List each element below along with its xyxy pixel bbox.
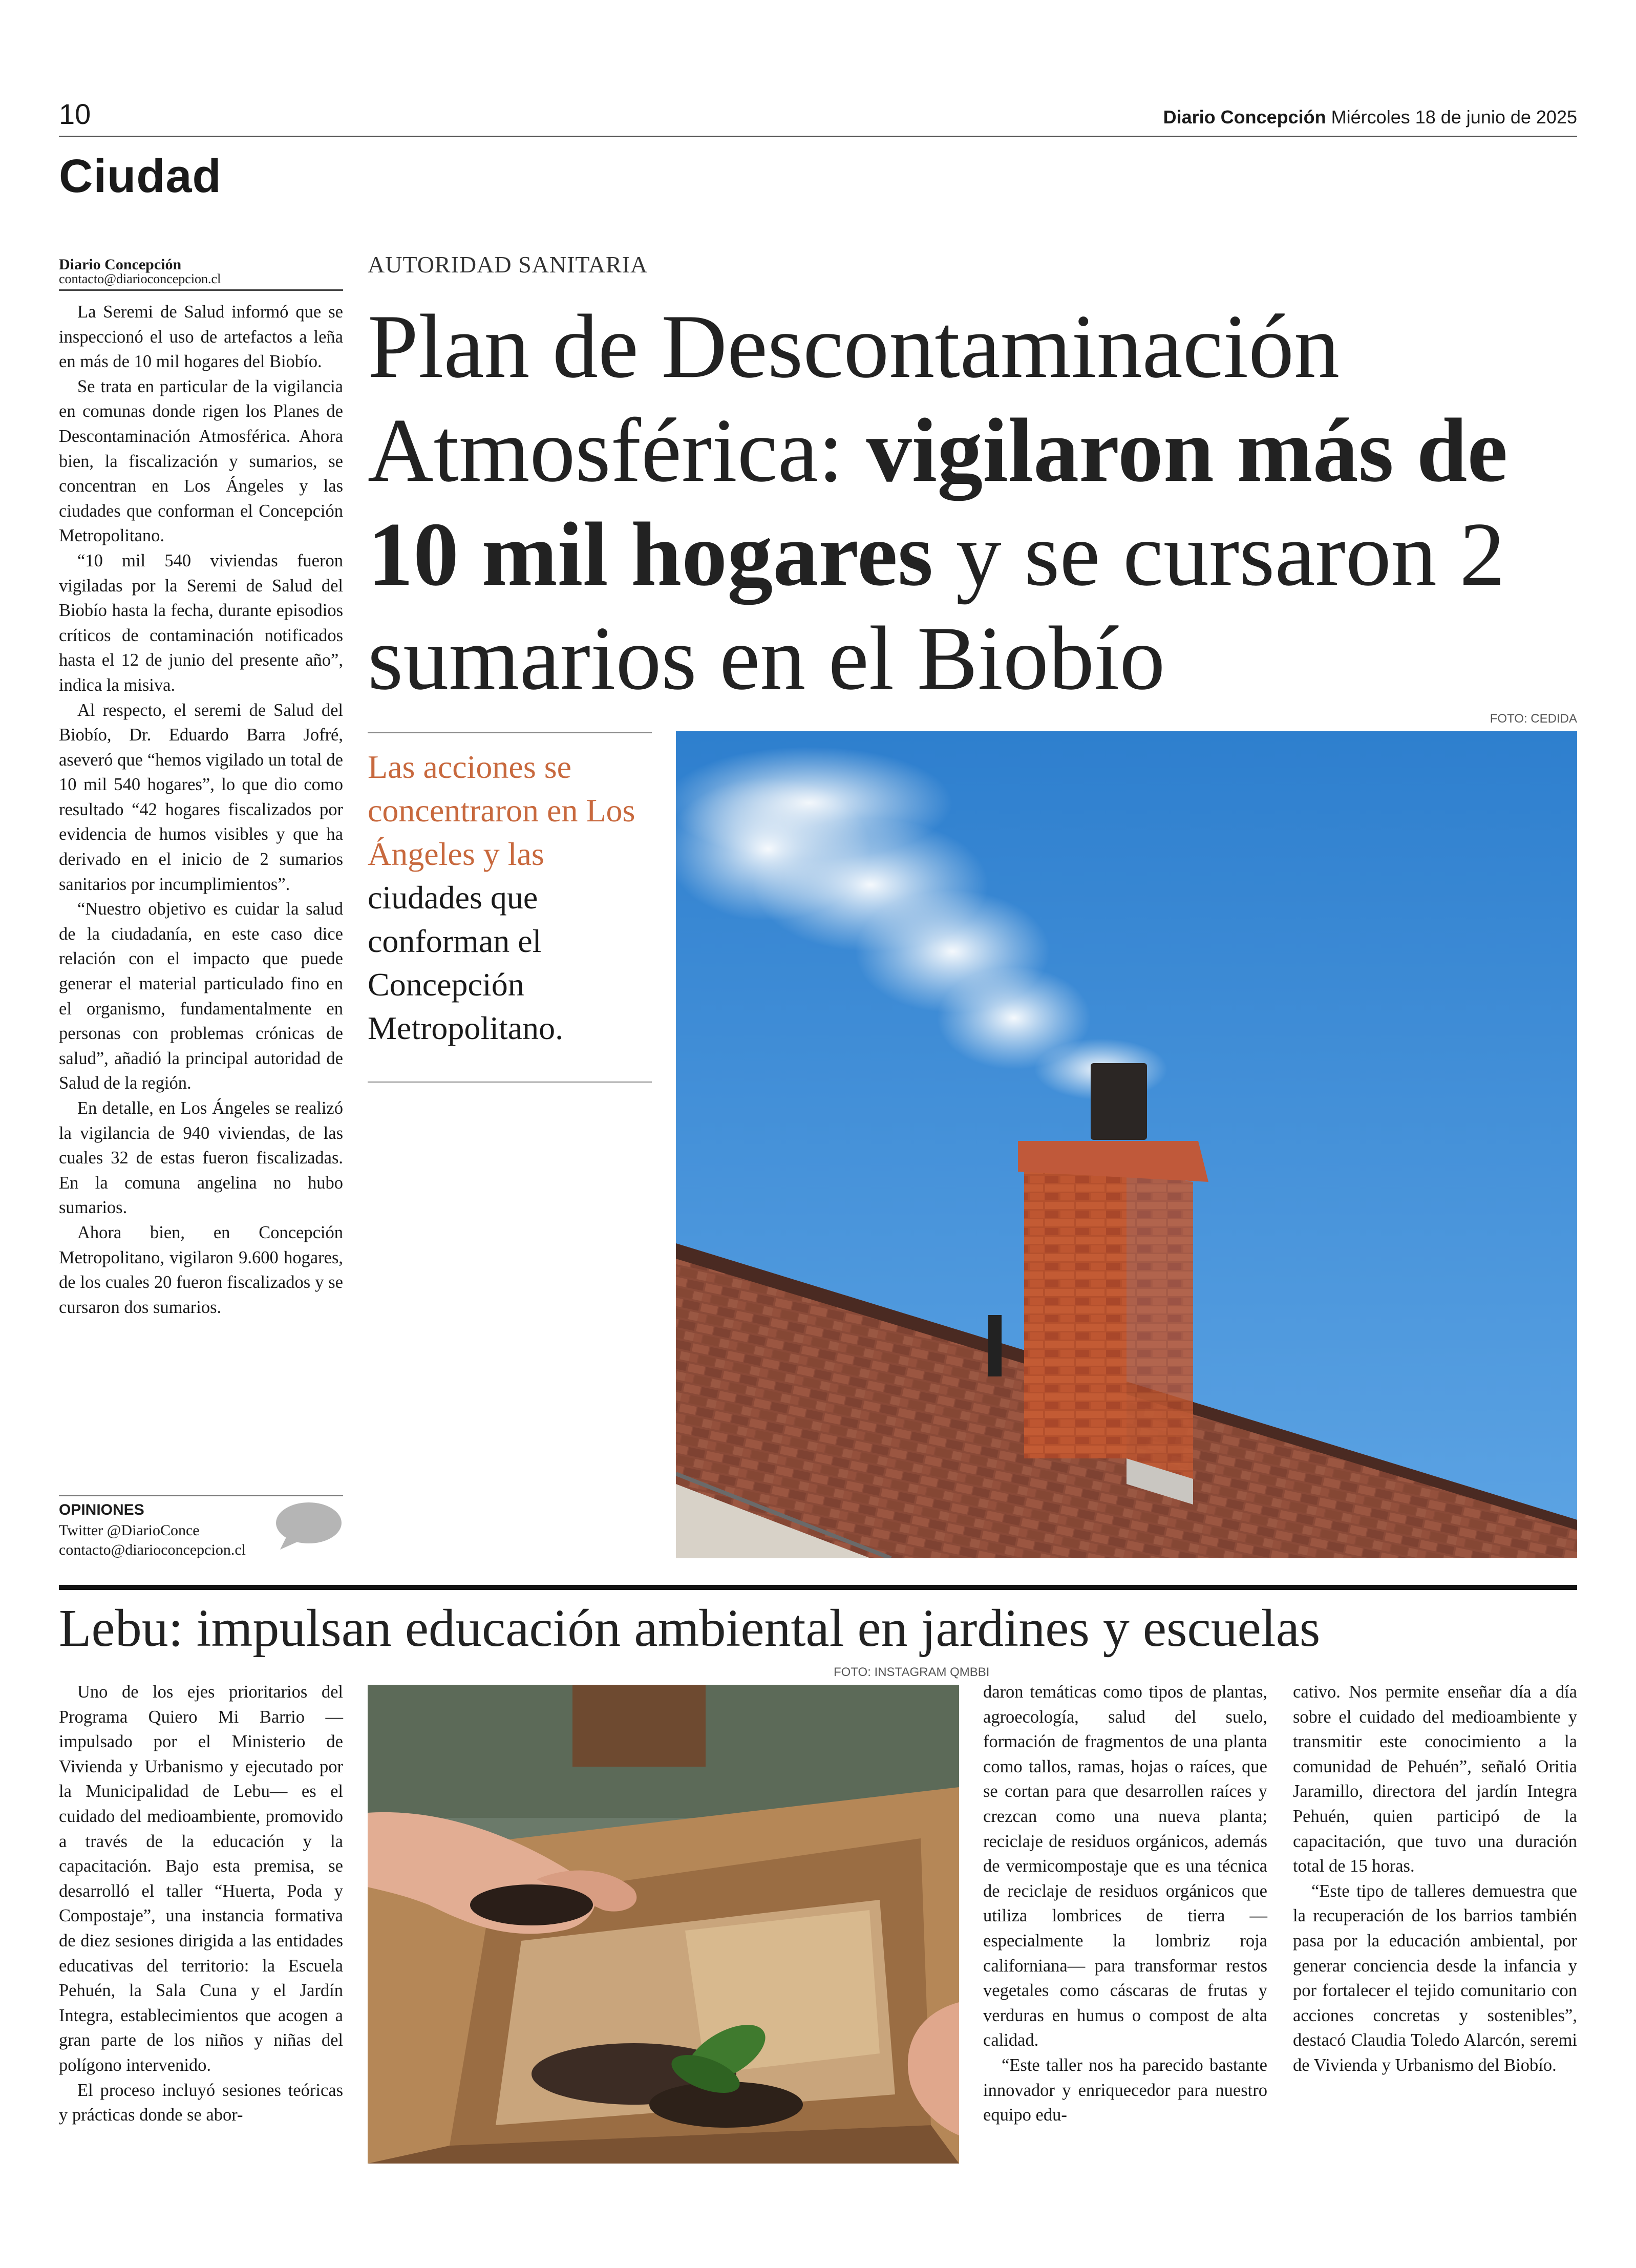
byline-divider: [59, 289, 343, 291]
article-paragraph: cativo. Nos permite enseñar día a día sobre el cuidado del medioambiente y transmitir este conocimiento a la comunidad de Pehuén”, señaló Oritia Jaramillo, directora del jardín Integra Pehuén, quien participó de la capacitación, que tuvo una duración total de 15 horas.: [1293, 1682, 1577, 1876]
photo-credit: FOTO: INSTAGRAM QMBBI: [834, 1665, 990, 1679]
masthead: [1163, 107, 1577, 128]
header-divider: [59, 136, 1577, 137]
photo-credit: FOTO: CEDIDA: [1490, 712, 1577, 726]
speech-bubble-icon: [269, 1500, 343, 1552]
pull-quote-divider: [368, 732, 652, 733]
article2-column: [1293, 1680, 1577, 2078]
article-divider: [59, 1585, 1577, 1590]
pull-quote-accent: Las acciones se concentraron en Los Ángeles y las: [368, 749, 635, 872]
article-paragraph: Se trata en particular de la vigilancia en comunas donde rigen los Planes de Descontaminación Atmosférica. Ahora bien, la fiscalización y sumarios, se concentran en Los Ángeles y las ciudades que conforman el Concepción Metropolitano.: [59, 376, 343, 546]
pull-quote-text: ciudades que conforman el Concepción Metropolitano.: [368, 879, 564, 1046]
compost-photo: [368, 1685, 959, 2164]
article-paragraph: daron temáticas como tipos de plantas, agroecología, salud del suelo, formación de fragmentos de una planta como tallos, ramas, hojas o raíces, que se cortan para que desarrollen raíces y crezcan como una nueva planta; reciclaje de residuos orgánicos, además de vermicompostaje que es una técnica de reciclaje de residuos orgánicos que utiliza lombrices de tierra —especialmente la lombriz roja californiana— para transformar restos vegetales como cáscaras de frutas y verduras en humus o compost de alta calidad.: [983, 1682, 1267, 2050]
article-paragraph: Al respecto, el seremi de Salud del Biobío, Dr. Eduardo Barra Jofré, aseveró que “hemos vigilado un total de 10 mil 540 hogares”, lo que dio como resultado “42 hogares fiscalizados por evidencia de humos visibles y que ha derivado en el inicio de 2 sumarios sanitarios por incumplimientos”.: [59, 700, 343, 894]
article-paragraph: “Este taller nos ha parecido bastante innovador y enriquecedor para nuestro equipo edu-: [983, 2055, 1267, 2125]
headline-part: y se cursaron 2 sumarios en el Biobío: [368, 503, 1505, 709]
headline-emphasis: vigilaron más de 10 mil hogares: [368, 399, 1508, 605]
headline-part: Plan de Descontaminación Atmosférica:: [368, 295, 1340, 501]
section-title: Ciudad: [59, 150, 222, 202]
pull-quote-divider: [368, 1082, 652, 1083]
article-paragraph: Ahora bien, en Concepción Metropolitano, vigilaron 9.600 hogares, de los cuales 20 fueron fiscalizados y se cursaron dos sumarios.: [59, 1222, 343, 1317]
masthead-name: Diario Concepción: [1163, 107, 1326, 128]
article-paragraph: El proceso incluyó sesiones teóricas y prácticas donde se abor-: [59, 2080, 343, 2125]
article-paragraph: La Seremi de Salud informó que se inspeccionó el uso de artefactos a leña en más de 10 mil hogares del Biobío.: [59, 302, 343, 372]
byline-email: contacto@diarioconcepcion.cl: [59, 271, 221, 286]
opinions-email[interactable]: contacto@diarioconcepcion.cl: [59, 1541, 246, 1558]
opinions-divider: [59, 1495, 343, 1496]
opinions-title: OPINIONES: [59, 1501, 144, 1518]
article-paragraph: “Este tipo de talleres demuestra que la recuperación de los barrios también pasa por la educación ambiental, por generar conciencia desde la infancia y por fortalecer el tejido comunitario con acciones concretas y sostenibles”, destacó Claudia Toledo Alarcón, seremi de Vivienda y Urbanismo del Biobío.: [1293, 1881, 1577, 2075]
article2-headline: Lebu: impulsan educación ambiental en jardines y escuelas: [59, 1599, 1321, 1658]
article-paragraph: “10 mil 540 viviendas fueron vigiladas por la Seremi de Salud del Biobío hasta la fecha, durante episodios críticos de contaminación notificados hasta el 12 de junio del presente año”, indica la misiva.: [59, 550, 343, 695]
article-headline: [368, 294, 1586, 710]
opinions-twitter[interactable]: Twitter @DiarioConce: [59, 1522, 200, 1539]
page-number: 10: [59, 98, 91, 130]
article-paragraph: “Nuestro objetivo es cuidar la salud de la ciudadanía, en este caso dice relación con el impacto que puede generar el material particulado fino en el organismo, fundamentalmente en personas con problemas crónicas de salud”, añadió la principal autoridad de Salud de la región.: [59, 899, 343, 1093]
chimney-photo: [676, 731, 1577, 1558]
article2-column: [59, 1680, 343, 2128]
article2-column: [983, 1680, 1267, 2128]
issue-date: Miércoles 18 de junio de 2025: [1331, 107, 1577, 128]
article-kicker: AUTORIDAD SANITARIA: [368, 251, 648, 278]
pull-quote: [368, 745, 652, 1050]
article-paragraph: Uno de los ejes prioritarios del Programa Quiero Mi Barrio —impulsado por el Ministerio de Vivienda y Urbanismo y ejecutado por la Municipalidad de Lebu— es el cuidado del medioambiente, promovido a través de la educación y la capacitación. Bajo esta premisa, se desarrolló el taller “Huerta, Poda y Compostaje”, una instancia formativa de diez sesiones dirigida a las entidades educativas del territorio: la Escuela Pehuén, la Sala Cuna y el Jardín Integra, establecimientos que acogen a gran parte de los niños y niñas del polígono intervenido.: [59, 1682, 343, 2075]
article-paragraph: En detalle, en Los Ángeles se realizó la vigilancia de 940 viviendas, de las cuales 32 de estas fueron fiscalizadas. En la comuna angelina no hubo sumarios.: [59, 1098, 343, 1218]
main-article-body: [59, 300, 343, 1320]
byline-name: Diario Concepción: [59, 256, 182, 273]
